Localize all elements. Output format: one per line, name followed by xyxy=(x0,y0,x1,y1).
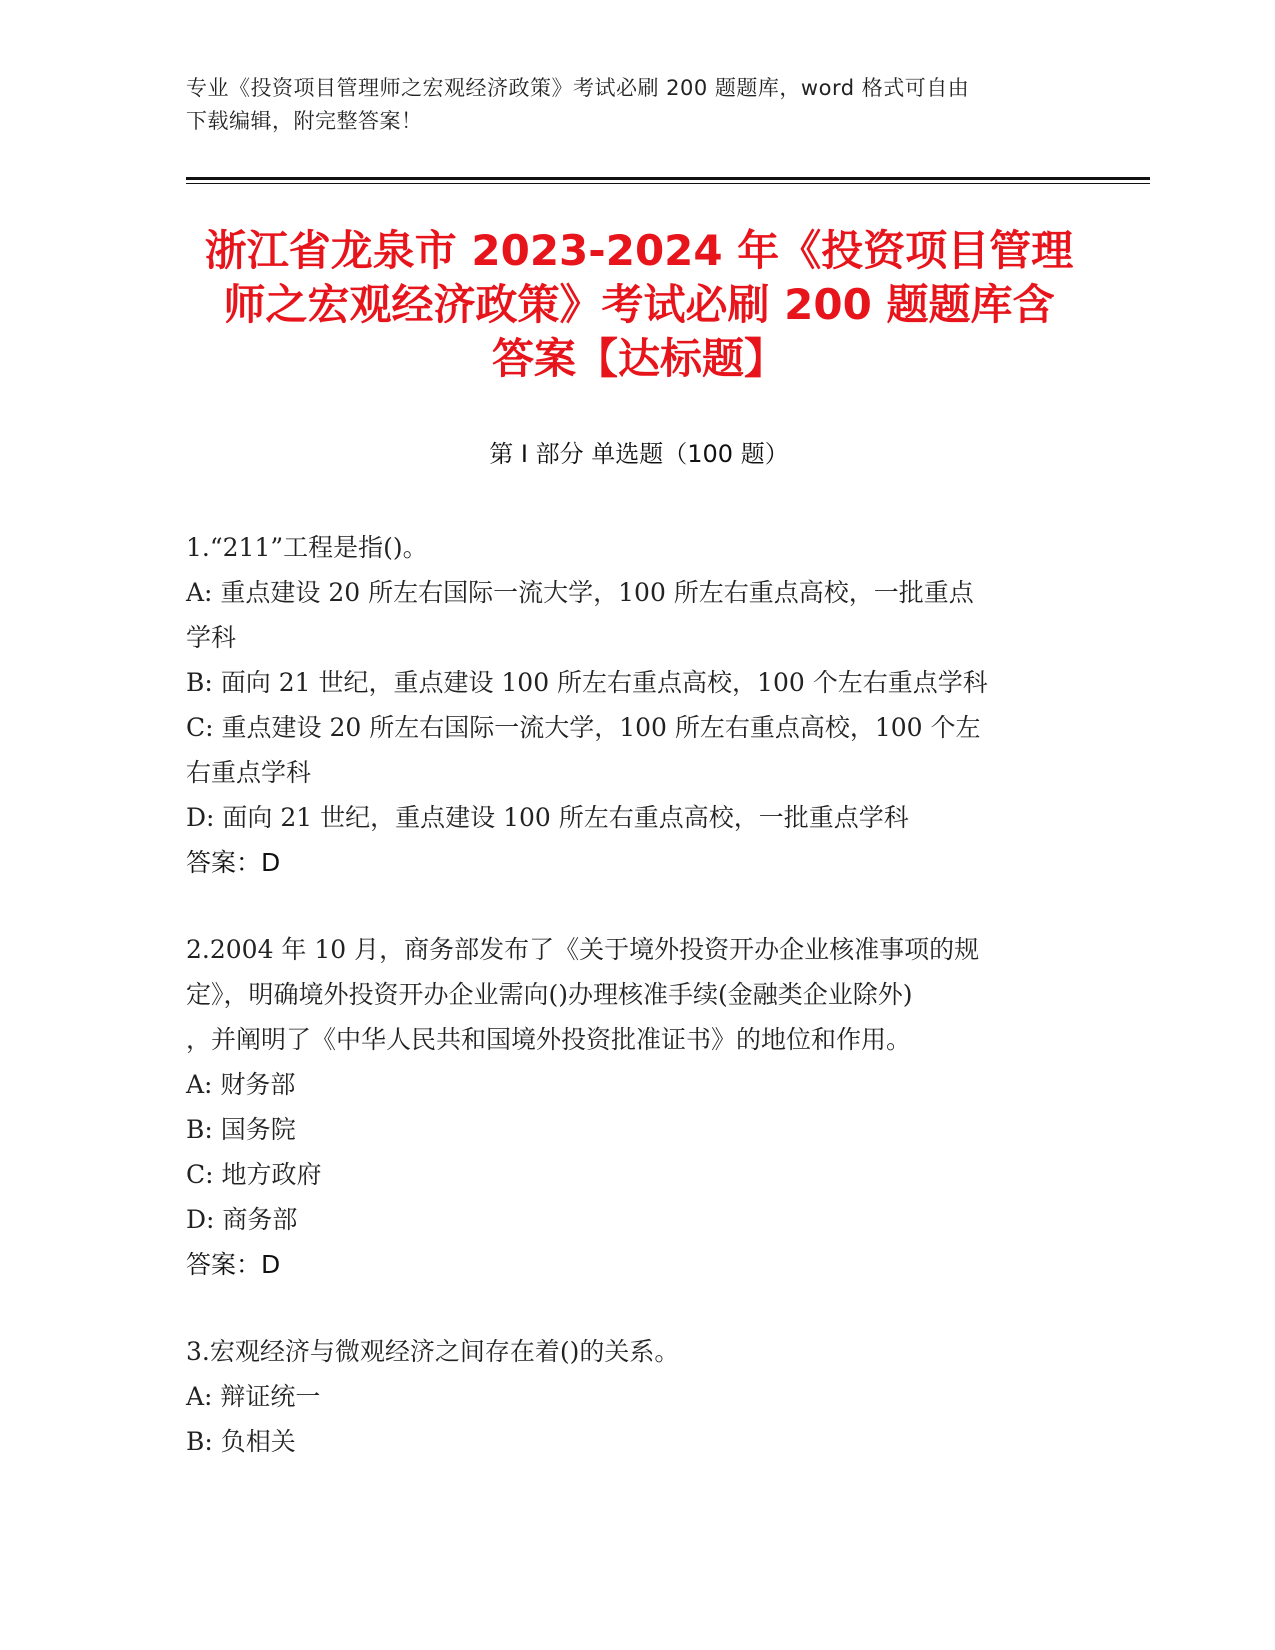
document-title xyxy=(186,224,1092,386)
title-line: 答案【达标题】 xyxy=(491,334,786,383)
option-b: B: 国务院 xyxy=(186,1115,296,1144)
question-stem: 3.宏观经济与微观经济之间存在着()的关系。 xyxy=(186,1337,680,1366)
question-stem: 2.2004 年 10 月，商务部发布了《关于境外投资开办企业核准事项的规 xyxy=(186,935,980,964)
option-b: B: 面向 21 世纪，重点建设 100 所左右重点高校，100 个左右重点学科 xyxy=(186,668,988,697)
option-a-continued: 学科 xyxy=(186,623,237,652)
question-item xyxy=(186,525,1086,885)
question-stem: 1.“211”工程是指()。 xyxy=(186,533,428,562)
question-item xyxy=(186,1329,1086,1464)
option-d: D: 商务部 xyxy=(186,1205,298,1234)
option-c-continued: 右重点学科 xyxy=(186,758,312,787)
question-stem-continued: 定》，明确境外投资开办企业需向()办理核准手续(金融类企业除外) xyxy=(186,980,913,1009)
header-divider-thin xyxy=(186,183,1150,184)
question-list xyxy=(186,525,1086,1464)
option-a: A: 财务部 xyxy=(186,1070,296,1099)
option-b: B: 负相关 xyxy=(186,1427,296,1456)
option-a: A: 辩证统一 xyxy=(186,1382,321,1411)
header-divider-thick xyxy=(186,177,1150,180)
intro-line: 专业《投资项目管理师之宏观经济政策》考试必刷 200 题题库，word 格式可自由 xyxy=(186,76,970,100)
option-a: A: 重点建设 20 所左右国际一流大学，100 所左右重点高校，一批重点 xyxy=(186,578,974,607)
question-spacer xyxy=(186,1287,1086,1329)
intro-text xyxy=(186,72,1086,138)
question-item xyxy=(186,927,1086,1287)
option-c: C: 地方政府 xyxy=(186,1160,322,1189)
option-d: D: 面向 21 世纪，重点建设 100 所左右重点高校，一批重点学科 xyxy=(186,803,909,832)
question-spacer xyxy=(186,885,1086,927)
option-c: C: 重点建设 20 所左右国际一流大学，100 所左右重点高校，100 个左 xyxy=(186,713,981,742)
title-line: 师之宏观经济政策》考试必刷 200 题题库含 xyxy=(223,280,1055,329)
intro-line: 下载编辑，附完整答案！ xyxy=(186,109,423,133)
title-line: 浙江省龙泉市 2023-2024 年《投资项目管理 xyxy=(204,226,1074,275)
section-heading: 第 I 部分 单选题（100 题） xyxy=(489,440,789,468)
answer-text: 答案：D xyxy=(186,1250,281,1279)
question-stem-continued: ，并阐明了《中华人民共和国境外投资批准证书》的地位和作用。 xyxy=(186,1025,912,1054)
answer-text: 答案：D xyxy=(186,848,281,877)
